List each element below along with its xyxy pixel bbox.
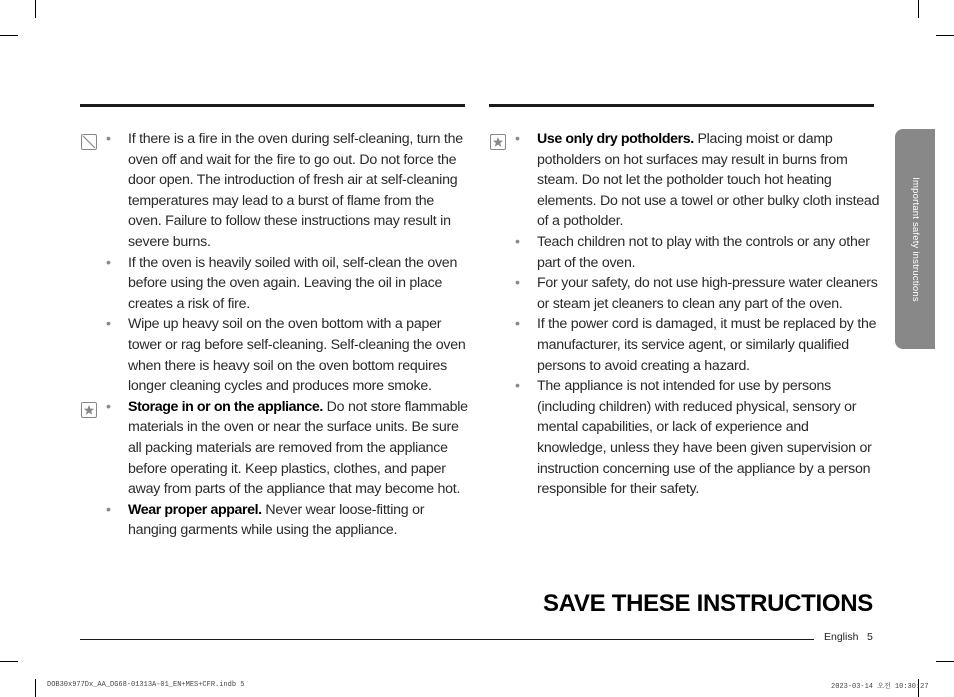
page-number: 5 — [867, 631, 873, 643]
bullet: • — [106, 501, 111, 518]
item-text: The appliance is not intended for use by persons (including children) with reduced physical, sensory or mental capabilities, or lack of experience and knowledge, unless they have been given supervision or instruction concerning use of the appliance by a person responsible for their safety. — [537, 378, 872, 498]
crop-mark — [0, 661, 18, 662]
crop-mark — [35, 679, 36, 697]
crop-mark — [918, 0, 919, 18]
save-instructions-title: SAVE THESE INSTRUCTIONS — [542, 590, 873, 617]
right-column-rule — [489, 104, 874, 107]
bullet: • — [106, 131, 111, 147]
list-item — [490, 273, 880, 314]
right-column — [490, 129, 880, 500]
crop-mark — [936, 661, 954, 662]
list-item — [81, 314, 471, 396]
bullet: • — [515, 378, 520, 395]
print-file-info: DOB30x977Dx_AA_DG68-01313A-01_EN+MES+CFR.indb 5 — [47, 681, 245, 689]
bullet: • — [515, 131, 520, 147]
item-text: Do not store flammable materials in the oven or near the surface units. Be sure all packing materials are removed from the appliance before operating it. Keep plastics, clothes, and paper away from parts of the appliance that may become hot. — [128, 398, 468, 498]
list-item — [81, 500, 471, 541]
side-tab — [895, 129, 935, 349]
bullet: • — [515, 275, 520, 292]
left-column-rule — [80, 104, 465, 107]
list-item — [490, 232, 880, 273]
list-item — [490, 314, 880, 376]
bullet: • — [106, 316, 111, 333]
print-date-info: 2023-03-14 오전 10:30:27 — [831, 683, 929, 691]
crop-mark — [0, 35, 18, 36]
list-item — [81, 397, 471, 500]
left-column — [81, 129, 471, 541]
list-item — [490, 129, 880, 232]
item-text: If the oven is heavily soiled with oil, self-clean the oven before using the oven again. Leaving the oil in place creates a risk of fire. — [128, 254, 458, 312]
item-text: Wipe up heavy soil on the oven bottom with a paper tower or rag before self-cleaning. Self-cleaning the oven when there is heavy soil on the oven bottom requires longer cleaning cycles and produces more smoke. — [128, 316, 466, 395]
item-text: If the power cord is damaged, it must be replaced by the manufacturer, its service agent, or similarly qualified persons to avoid creating a hazard. — [537, 316, 877, 374]
item-bold: Storage in or on the appliance. — [128, 398, 323, 415]
bullet: • — [515, 233, 520, 250]
item-text: Placing moist or damp potholders on hot surfaces may result in burns from steam. Do not let the potholder touch hot heating elements. Do not use a towel or other bulky cloth instead of a potholder. — [537, 131, 880, 230]
side-tab-label-wrap — [895, 129, 935, 349]
star-icon — [490, 134, 506, 150]
footer-language: English — [824, 631, 859, 643]
footer-rule — [80, 639, 814, 640]
item-text: For your safety, do not use high-pressure water cleaners or steam jet cleaners to clean any part of the oven. — [537, 275, 878, 312]
crop-mark — [936, 35, 954, 36]
side-tab-label: Important safety instructions — [909, 176, 921, 302]
star-icon — [81, 402, 97, 418]
bullet: • — [106, 254, 111, 271]
prohibition-icon — [81, 134, 97, 150]
item-bold: Use only dry potholders. — [537, 131, 694, 147]
list-item — [81, 253, 471, 315]
item-bold: Wear proper apparel. — [128, 501, 262, 518]
bullet: • — [515, 316, 520, 333]
list-item — [490, 376, 880, 500]
item-text: If there is a fire in the oven during self-cleaning, turn the oven off and wait for the fire to go out. Do not force the door open. The introduction of fresh air at self-cleaning temperatures may lead to a burst of flame from the oven. Failure to follow these instructions may result in severe burns. — [128, 131, 463, 250]
crop-mark — [35, 0, 36, 18]
item-text: Teach children not to play with the controls or any other part of the oven. — [537, 233, 870, 271]
bullet: • — [106, 398, 111, 415]
list-item — [81, 129, 471, 253]
item-text: Never wear loose-fitting or hanging garments while using the appliance. — [128, 501, 425, 539]
